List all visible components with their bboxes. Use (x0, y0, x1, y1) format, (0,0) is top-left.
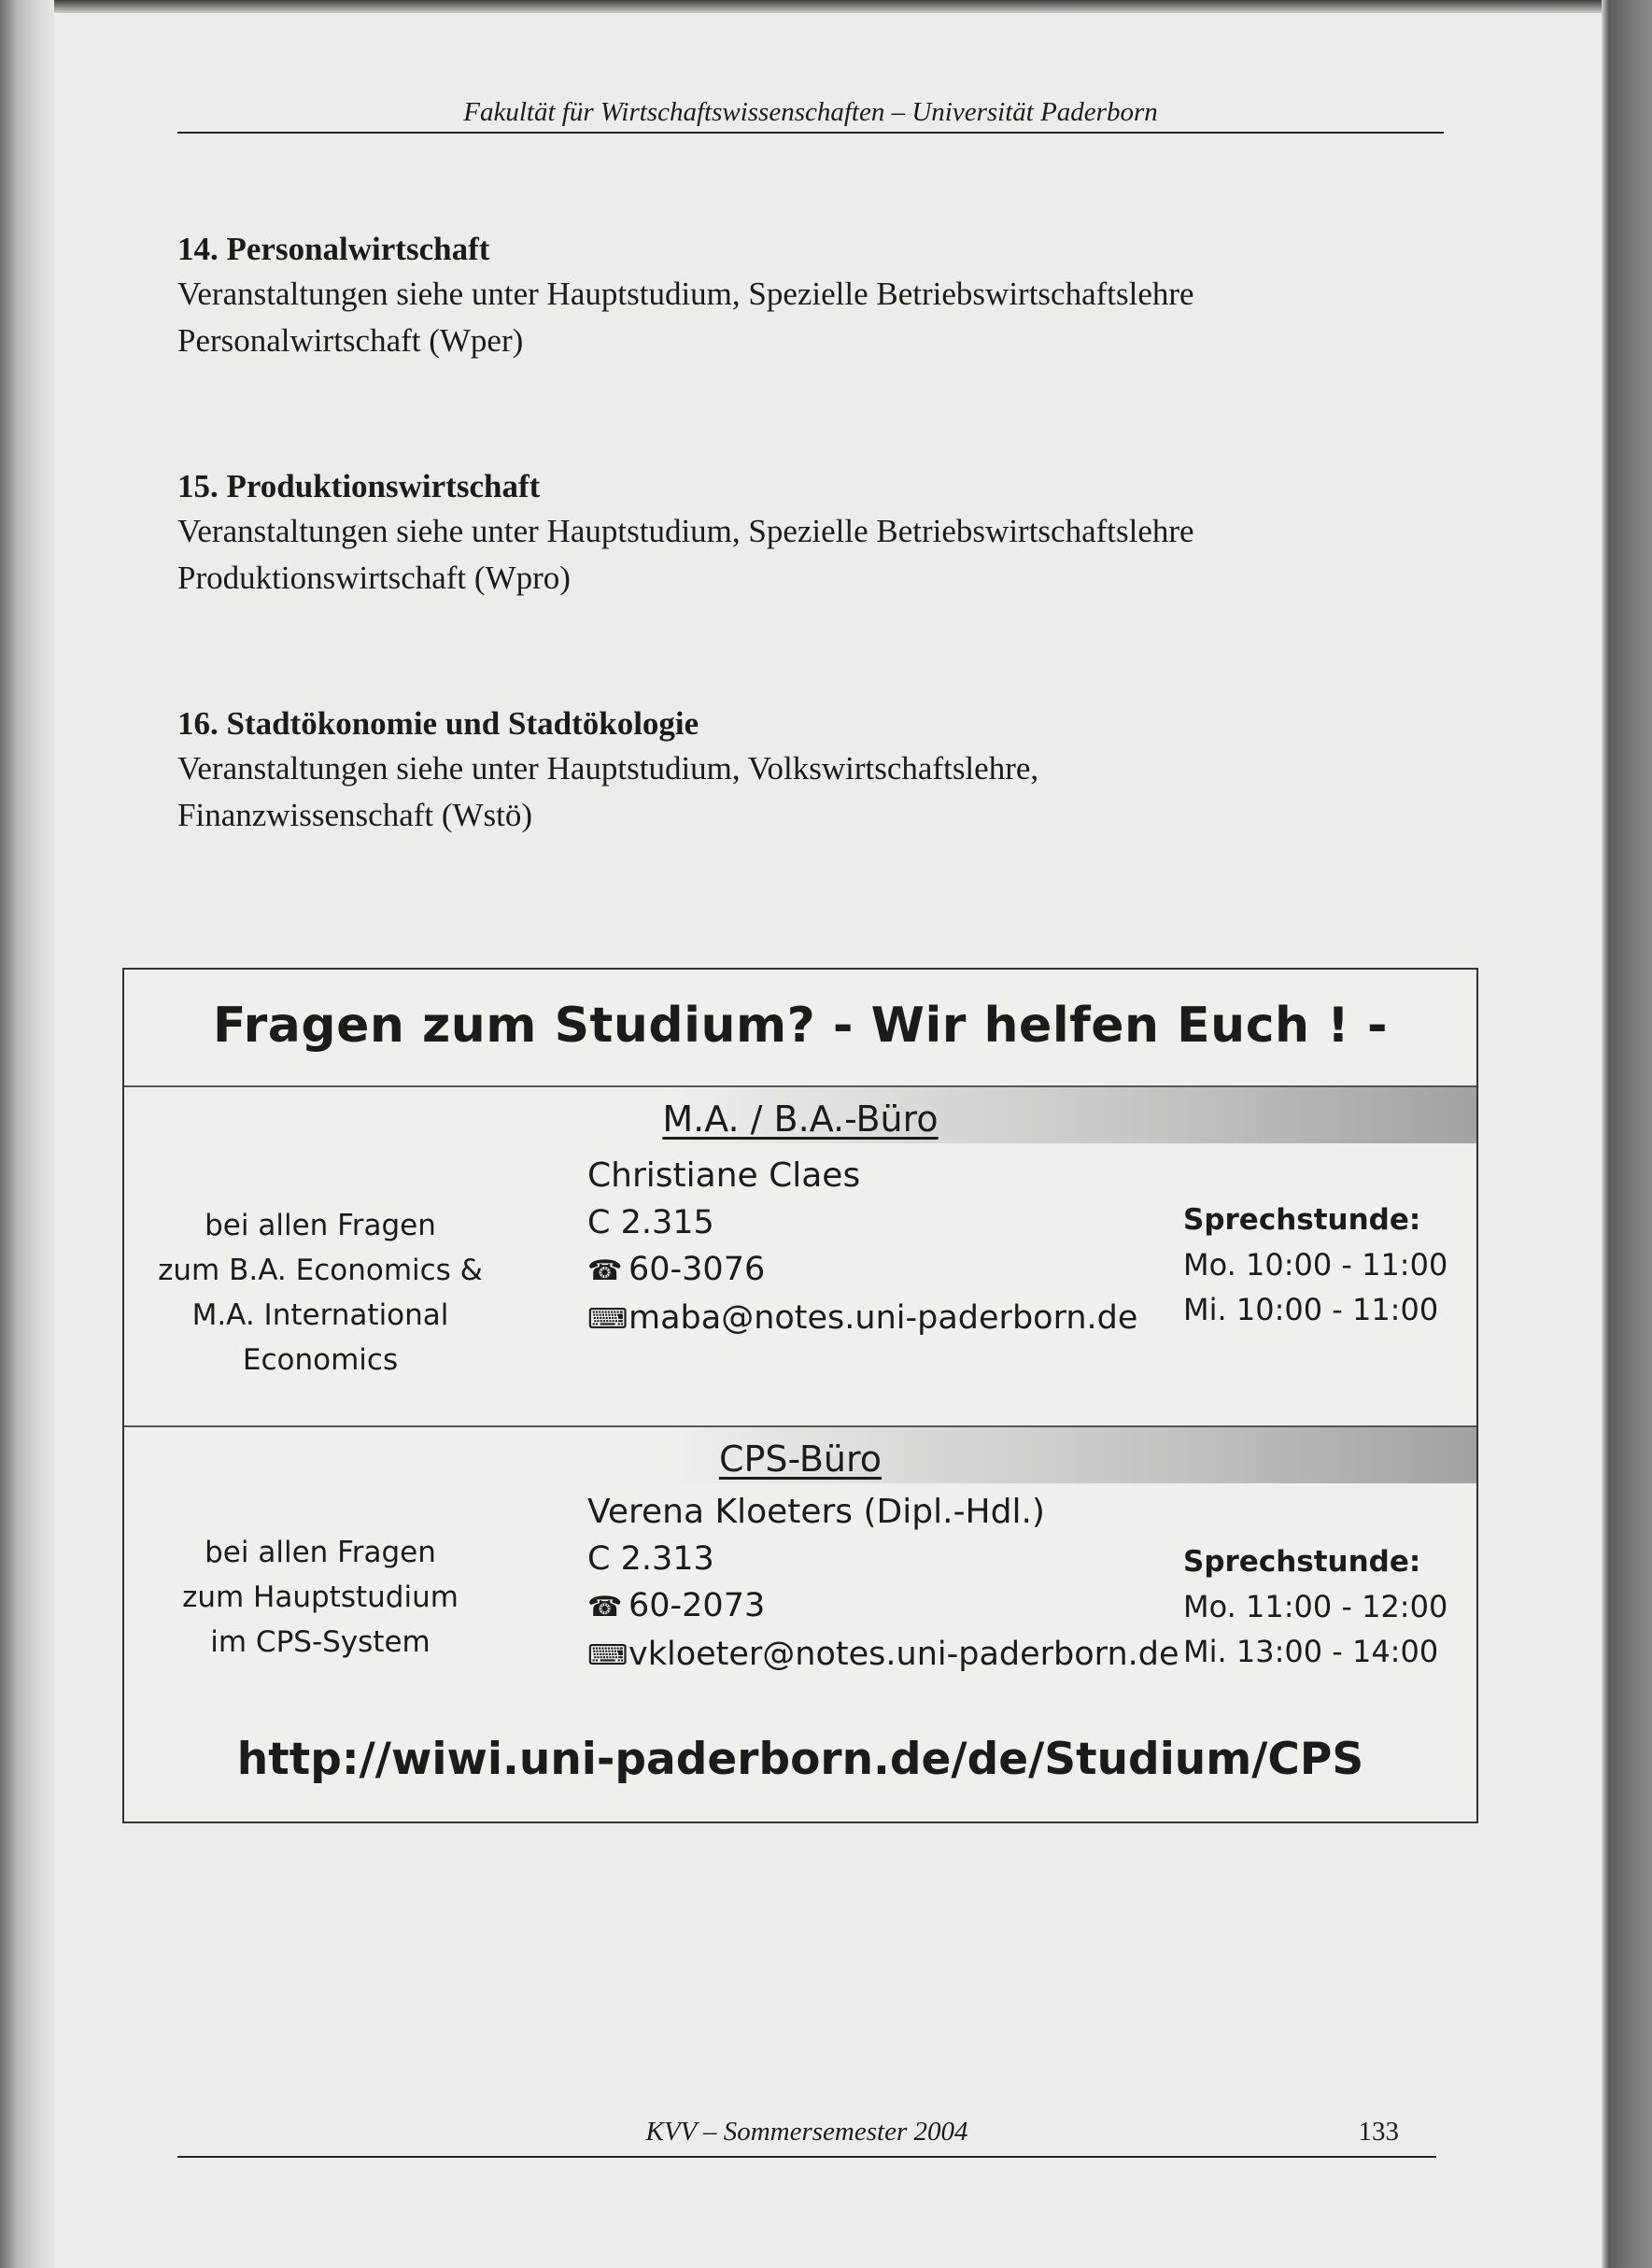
contact-person: Christiane Claes (587, 1156, 861, 1195)
contact-block (587, 1153, 1137, 1343)
contact-email-row (587, 1295, 1137, 1343)
section-line: Personalwirtschaft (Wper) (177, 322, 524, 359)
scan-edge-left (0, 0, 54, 2268)
computer-icon: ⌨ (587, 1639, 628, 1672)
section-line: Finanzwissenschaft (Wstö) (177, 797, 533, 833)
section-personalwirtschaft (177, 228, 1406, 364)
section-line: Veranstaltungen siehe unter Hauptstudium, Spezielle Betriebswirtschaftslehre (177, 276, 1194, 312)
contact-phone-row (587, 1582, 1179, 1631)
scan-edge-right (1602, 0, 1652, 2268)
office-hours-line: Mo. 11:00 - 12:00 (1183, 1589, 1448, 1624)
contact-room: C 2.315 (587, 1204, 714, 1241)
section-line: Veranstaltungen siehe unter Hauptstudium, Spezielle Betriebswirtschaftslehre (177, 513, 1194, 549)
box-title: Fragen zum Studium? - Wir helfen Euch ! - (212, 998, 1389, 1054)
section-title: 15. Produktionswirtschaft (177, 468, 541, 504)
questions-block (152, 1203, 488, 1382)
section-stadtoekonomie (177, 702, 1406, 839)
questions-line: bei allen Fragen (205, 1209, 436, 1242)
section-line: Produktionswirtschaft (Wpro) (177, 560, 571, 596)
questions-line: bei allen Fragen (205, 1536, 436, 1569)
office-hours (1183, 1539, 1447, 1674)
questions-line: zum Hauptstudium (182, 1581, 459, 1614)
contact-phone-row (587, 1246, 1137, 1295)
footer-title: KVV – Sommersemester 2004 (645, 2117, 968, 2147)
contact-block (587, 1489, 1179, 1680)
contact-email[interactable]: vkloeter@notes.uni-paderborn.de (628, 1636, 1179, 1673)
questions-block (152, 1530, 488, 1665)
office-name: M.A. / B.A.-Büro (662, 1099, 939, 1140)
office-hours (1183, 1198, 1447, 1332)
office-hours-line: Mo. 10:00 - 11:00 (1183, 1247, 1448, 1283)
contact-phone: 60-2073 (628, 1587, 766, 1624)
contact-email[interactable]: maba@notes.uni-paderborn.de (628, 1299, 1138, 1337)
contact-person: Verena Kloeters (Dipl.-Hdl.) (587, 1493, 1045, 1531)
section-produktionswirtschaft (177, 465, 1406, 602)
office-hours-line: Mi. 13:00 - 14:00 (1183, 1634, 1439, 1669)
running-header: Fakultät für Wirtschaftswissenschaften – Universität Paderborn (177, 97, 1444, 134)
section-title: 14. Personalwirtschaft (177, 231, 490, 267)
questions-line: M.A. International (191, 1298, 449, 1332)
running-footer (177, 2113, 1436, 2158)
contact-phone: 60-3076 (628, 1251, 766, 1288)
page-number: 133 (1358, 2117, 1399, 2147)
office-hours-label: Sprechstunde: (1183, 1545, 1421, 1579)
study-help-box (122, 968, 1478, 1823)
scan-edge-top (0, 0, 1652, 13)
questions-line: zum B.A. Economics & (158, 1254, 483, 1287)
office-hours-line: Mi. 10:00 - 11:00 (1183, 1292, 1439, 1327)
questions-line: Economics (242, 1343, 399, 1377)
section-title: 16. Stadtökonomie und Stadtökologie (177, 705, 699, 742)
questions-line: im CPS-System (210, 1625, 431, 1659)
office-name: CPS-Büro (718, 1439, 882, 1480)
contact-email-row (587, 1631, 1179, 1680)
telephone-icon: ☎ (587, 1254, 623, 1287)
telephone-icon: ☎ (587, 1591, 623, 1623)
cps-url-link[interactable]: http://wiwi.uni-paderborn.de/de/Studium/CPS (236, 1734, 1364, 1785)
section-line: Veranstaltungen siehe unter Hauptstudium, Volkswirtschaftslehre, (177, 750, 1039, 787)
contact-room: C 2.313 (587, 1540, 714, 1578)
computer-icon: ⌨ (587, 1303, 628, 1336)
office-hours-label: Sprechstunde: (1183, 1203, 1421, 1237)
